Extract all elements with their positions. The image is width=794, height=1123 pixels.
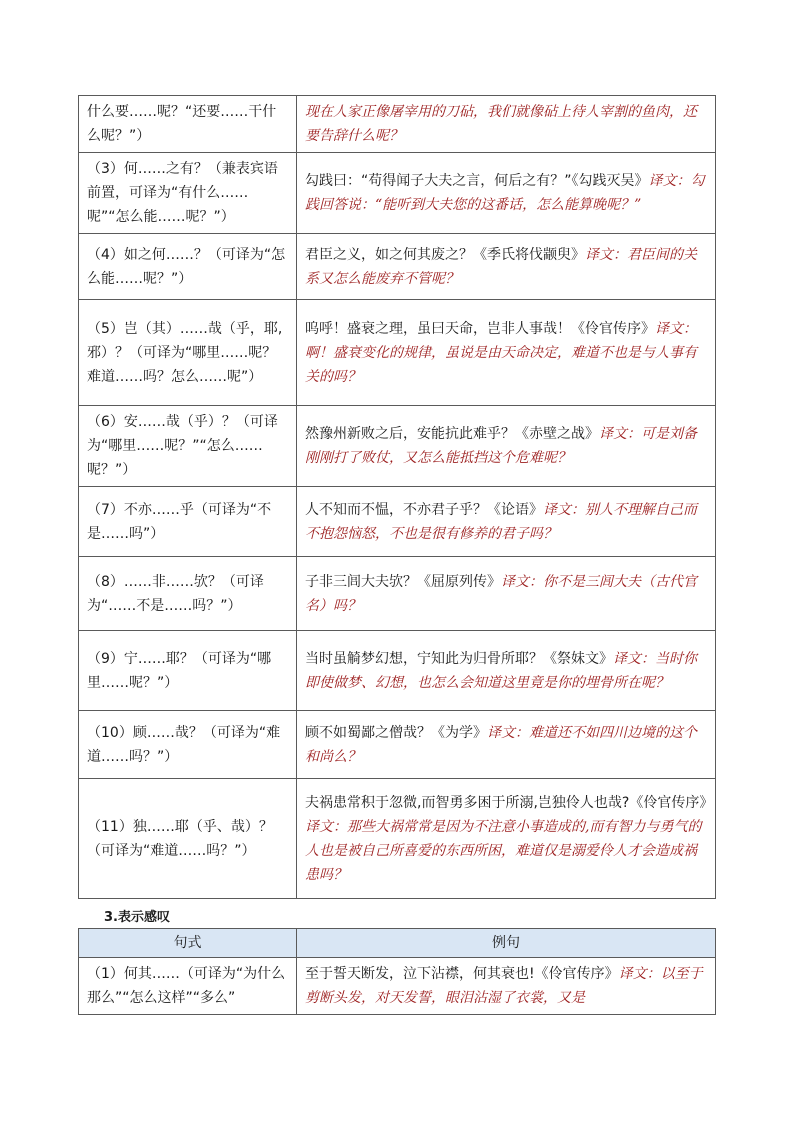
example-text: 呜呼！盛衰之理，虽曰天命，岂非人事哉！《伶官传序》 [305,320,655,337]
translation-text: 译文：当时你即使做梦、幻想，也怎么会知道这里竟是你的埋骨所在呢？ [305,650,697,691]
pattern-cell [79,487,297,557]
pattern-text: 什么要……呢？“还要……干什么呢？”） [87,104,277,144]
table-row [79,96,716,153]
pattern-cell [79,96,297,153]
table-row [79,711,716,779]
example-cell [297,958,716,1015]
table-row [79,779,716,899]
pattern-text: （10）顾……哉？（可译为“难道……吗？”） [87,724,281,765]
pattern-cell [79,557,297,631]
translation-text: 译文：君臣间的关系又怎么能废弃不管呢？ [305,246,697,287]
pattern-text: （11）独……耶（乎、哉）？（可译为“难道……吗？”） [87,818,273,859]
pattern-cell [79,234,297,300]
table-row [79,958,716,1015]
pattern-text: （1）何其……（可译为“为什么那么”“怎么这样”“多么” [87,966,286,1006]
example-cell [297,406,716,487]
translation-text: 译文：别人不理解自己而不抱怨恼怒，不也是很有修养的君子吗？ [305,501,697,542]
table-row [79,153,716,234]
pattern-text: （4）如之何……？（可译为“怎么能……呢？”） [87,246,286,287]
pattern-text: （3）何……之有？（兼表宾语前置，可译为“有什么……呢”“怎么能……呢？”） [87,161,278,225]
pattern-cell [79,711,297,779]
example-text: 人不知而不愠，不亦君子乎？《论语》 [305,501,543,518]
example-text: 至于誓天断发，泣下沾襟，何其衰也!《伶官传序》 [305,966,619,982]
translation-text: 译文：以至于剪断头发，对天发誓，眼泪沾湿了衣裳，又是 [305,966,703,1006]
table-row [79,300,716,406]
pattern-text: （9）宁……耶？（可译为“哪里……呢？”） [87,650,272,691]
translation-text: 译文：你不是三闾大夫（古代官名）吗？ [305,573,697,614]
example-text: 子非三闾大夫欤？《屈原列传》 [305,573,501,590]
translation-text: 译文：勾践回答说：“能听到大夫您的这番话，怎么能算晚呢？” [305,173,705,213]
table-row [79,487,716,557]
example-cell [297,153,716,234]
table-header-row [79,929,716,958]
example-cell [297,779,716,899]
pattern-cell [79,958,297,1015]
example-cell [297,234,716,300]
pattern-cell [79,153,297,234]
pattern-cell [79,406,297,487]
table-row [79,406,716,487]
example-text: 勾践曰：“苟得闻子大夫之言，何后之有？”《勾践灭吴》 [305,173,649,189]
pattern-text: （5）岂（其）……哉（乎，耶,邪）？（可译为“哪里……呢？难道……吗？怎么……呢”） [87,320,283,385]
example-text: 夫祸患常积于忽微,而智勇多困于所溺,岂独伶人也哉?《伶官传序》 [305,794,714,811]
example-cell [297,487,716,557]
pattern-text: （7）不亦……乎（可译为“不是……吗”） [87,501,272,542]
section-title: 3.表示感叹 [104,910,170,925]
example-text: 当时虽觭梦幻想，宁知此为归骨所耶？《祭妹文》 [305,650,613,667]
example-text: 顾不如蜀鄙之僧哉？《为学》 [305,724,487,741]
example-cell [297,557,716,631]
table-row [79,234,716,300]
table-row [79,631,716,711]
pattern-text: （8）……非……欤？（可译为“……不是……吗？”） [87,573,264,614]
translation-text: 译文：啊！盛衰变化的规律，虽说是由天命决定，难道不也是与人事有关的吗？ [305,320,697,385]
example-text: 然豫州新败之后，安能抗此难乎？《赤壁之战》 [305,426,599,442]
header-pattern: 句式 [79,929,297,958]
pattern-cell [79,631,297,711]
exclamation-pattern-table [78,928,716,1015]
example-cell [297,96,716,153]
example-cell [297,300,716,406]
header-example: 例句 [297,929,716,958]
translation-text: 现在人家正像屠宰用的刀砧，我们就像砧上待人宰割的鱼肉，还要告辞什么呢？ [305,104,697,144]
example-cell [297,711,716,779]
table-row [79,557,716,631]
pattern-cell [79,779,297,899]
example-cell [297,631,716,711]
pattern-cell [79,300,297,406]
translation-text: 译文：难道还不如四川边境的这个和尚么？ [305,724,697,765]
pattern-text: （6）安……哉（乎）？（可译为“哪里……呢？”“怎么……呢？”） [87,414,278,478]
example-text: 君臣之义，如之何其废之？《季氏将伐颛臾》 [305,246,585,263]
sentence-pattern-table [78,95,716,899]
translation-text: 译文：可是刘备刚刚打了败仗，又怎么能抵挡这个危难呢？ [305,426,697,466]
translation-text: 译文：那些大祸常常是因为不注意小事造成的,而有智力与勇气的人也是被自己所喜爱的东西所困，难道仅是溺爱伶人才会造成祸患吗？ [305,818,702,883]
